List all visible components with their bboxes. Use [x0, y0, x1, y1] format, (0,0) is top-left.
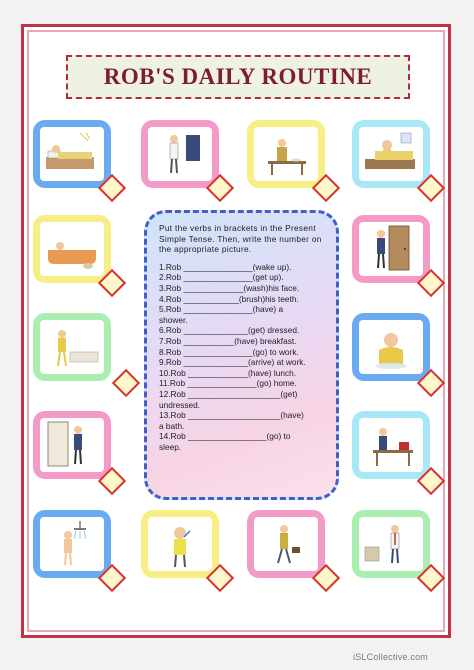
walking-to-work-icon	[254, 517, 318, 571]
exercise-line: 5.Rob _______________(have) a	[159, 304, 284, 315]
instructions-text: Put the verbs in brackets in the Present Simple Tense. Then, write the number on the appropriate picture.	[159, 223, 322, 255]
exercise-line: 11.Rob _______________(go) home.	[159, 378, 297, 389]
bath-tub-icon	[40, 222, 104, 276]
picture-card	[352, 215, 430, 283]
picture-card	[247, 510, 325, 578]
shower-icon	[40, 517, 104, 571]
picture-card	[33, 215, 111, 283]
exercise-line: 13.Rob ____________________(have)	[159, 410, 304, 421]
picture-card	[352, 120, 430, 188]
picture-card	[141, 120, 219, 188]
exercise-line: 2.Rob _______________(get up).	[159, 272, 284, 283]
getting-up-icon	[40, 320, 104, 374]
exercise-line: 1.Rob _______________(wake up).	[159, 261, 292, 272]
exercise-line: 8.Rob _______________(go) to work.	[159, 346, 299, 357]
picture-card	[352, 510, 430, 578]
arriving-home-icon	[40, 418, 104, 472]
leaving-door-icon	[359, 222, 423, 276]
site-watermark: iSLCollective.com	[353, 652, 428, 662]
exercise-line: 12.Rob ____________________(get)	[159, 388, 298, 399]
washing-face-icon	[359, 320, 423, 374]
picture-card	[33, 313, 111, 381]
picture-card	[352, 411, 430, 479]
bed-sleeping-icon	[40, 127, 104, 181]
exercise-line: 7.Rob ___________(have) breakfast.	[159, 335, 297, 346]
picture-card	[33, 510, 111, 578]
bed-waking-icon	[359, 127, 423, 181]
exercise-line: a bath.	[159, 420, 185, 431]
exercise-line: 14.Rob _________________(go) to	[159, 431, 291, 442]
exercise-lines	[159, 262, 326, 453]
picture-card	[33, 120, 111, 188]
picture-card	[141, 510, 219, 578]
exercise-line: 4.Rob ____________(brush)his teeth.	[159, 293, 299, 304]
exercise-line: undressed.	[159, 399, 201, 410]
exercise-line: 3.Rob _____________(wash)his face.	[159, 282, 300, 293]
exercise-line: 10.Rob _____________(have) lunch.	[159, 367, 297, 378]
exercise-line: sleep.	[159, 441, 182, 452]
exercise-panel	[144, 210, 339, 500]
picture-card	[352, 313, 430, 381]
office-desk-icon	[359, 418, 423, 472]
title-banner	[66, 55, 410, 99]
brushing-teeth-icon	[148, 517, 212, 571]
picture-card	[247, 120, 325, 188]
undressing-icon	[359, 517, 423, 571]
breakfast-table-icon	[254, 127, 318, 181]
picture-card	[33, 411, 111, 479]
exercise-line: 6.Rob ______________(get) dressed.	[159, 325, 300, 336]
getting-dressed-icon	[148, 127, 212, 181]
exercise-line: shower.	[159, 314, 188, 325]
page-title: ROB'S DAILY ROUTINE	[103, 64, 373, 89]
exercise-line: 9.Rob ______________(arrive) at work.	[159, 357, 306, 368]
